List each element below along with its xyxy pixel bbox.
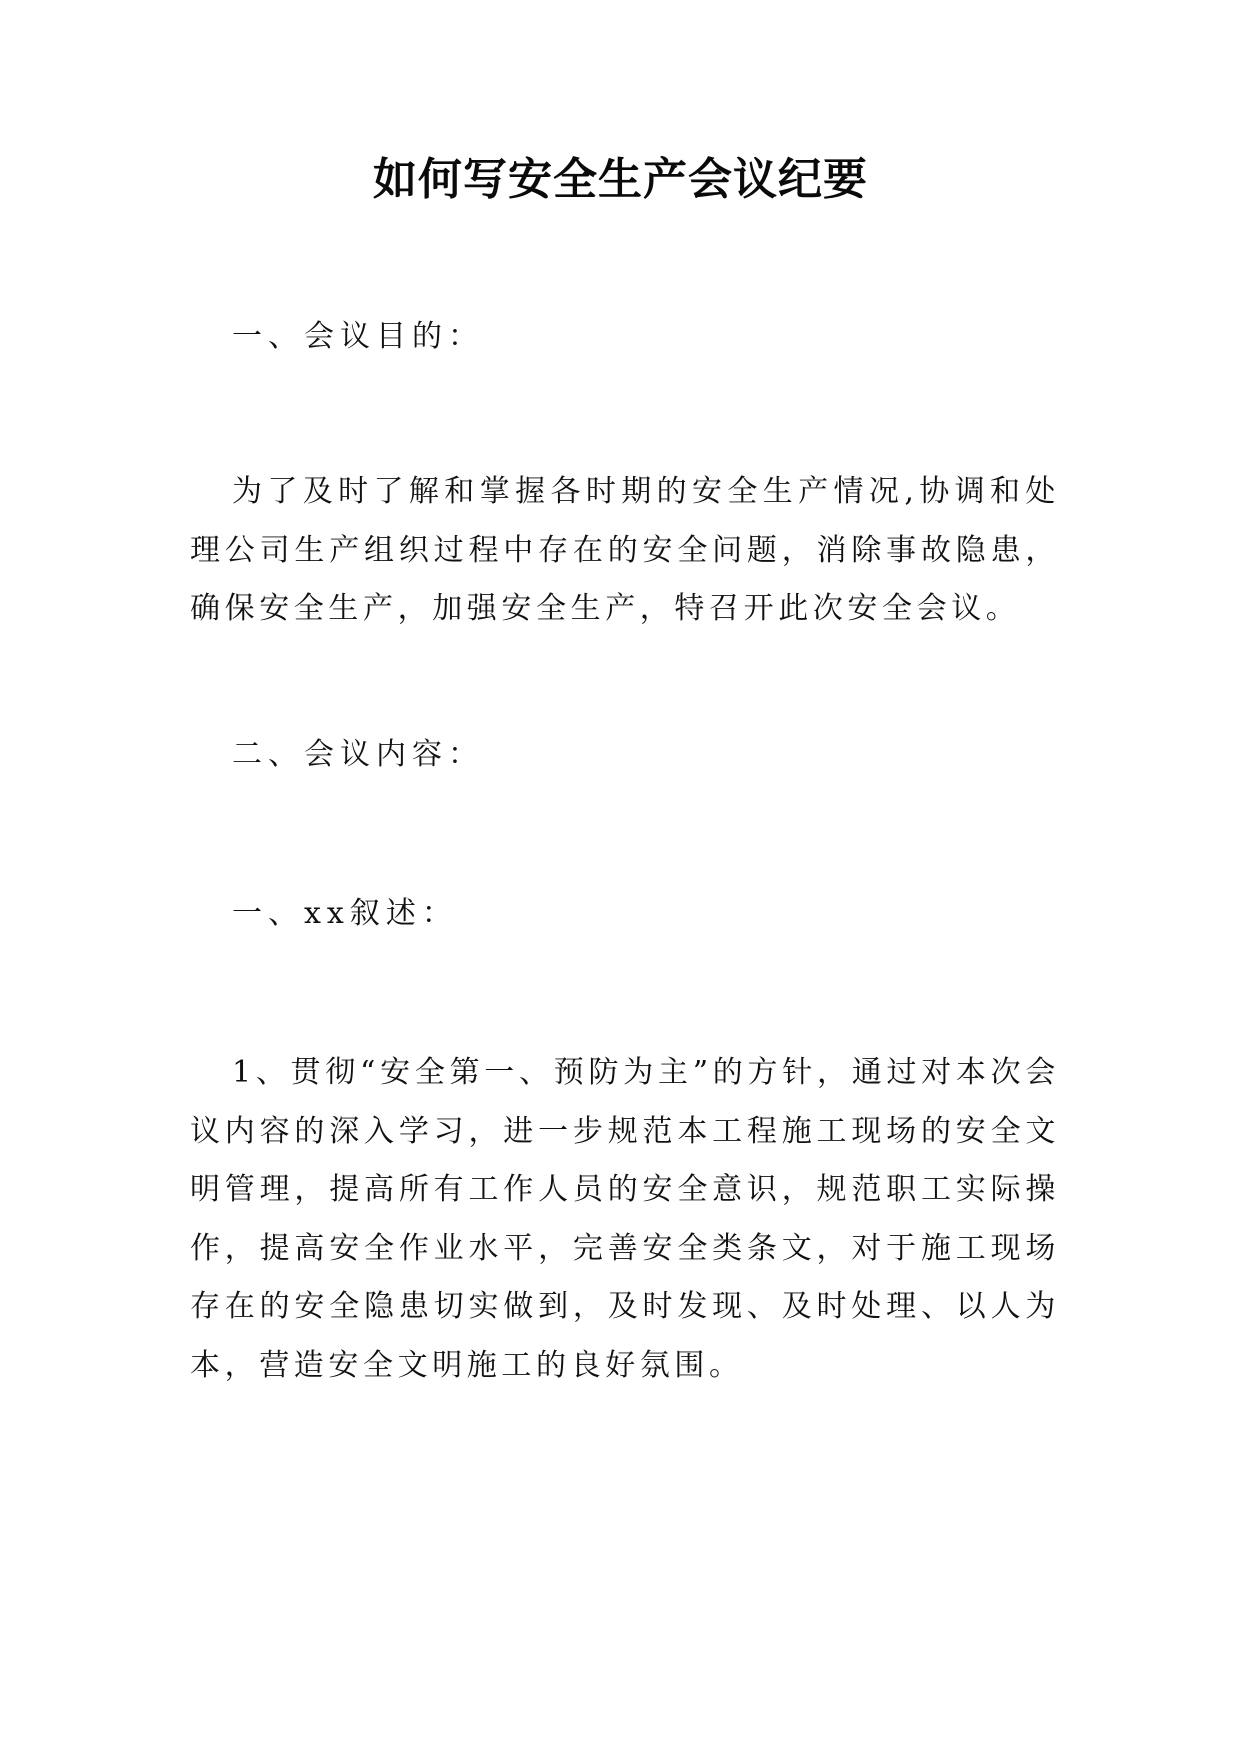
section-heading-content: 二、会议内容： bbox=[232, 737, 484, 772]
document-title: 如何写安全生产会议纪要 bbox=[373, 154, 868, 205]
paragraph-overview-item-1: 1、贯彻“安全第一、预防为主”的方针，通过对本次会议内容的深入学习，进一步规范本工程施工现场的安全文明管理，提高所有工作人员的安全意识，规范职工实际操作，提高安全作业水平，完善安全类条文，对于施工现场存在的安全隐患切实做到，及时发现、及时处理、以人为本，营造安全文明施工的良好氛围。 bbox=[190, 1055, 1060, 1383]
section-heading-purpose: 一、会议目的： bbox=[232, 319, 484, 354]
subsection-heading-overview: 一、xx叙述： bbox=[232, 896, 458, 931]
paragraph-purpose: 为了及时了解和掌握各时期的安全生产情况,协调和处理公司生产组织过程中存在的安全问题，消除事故隐患，确保安全生产，加强安全生产，特召开此次安全会议。 bbox=[190, 474, 1060, 626]
